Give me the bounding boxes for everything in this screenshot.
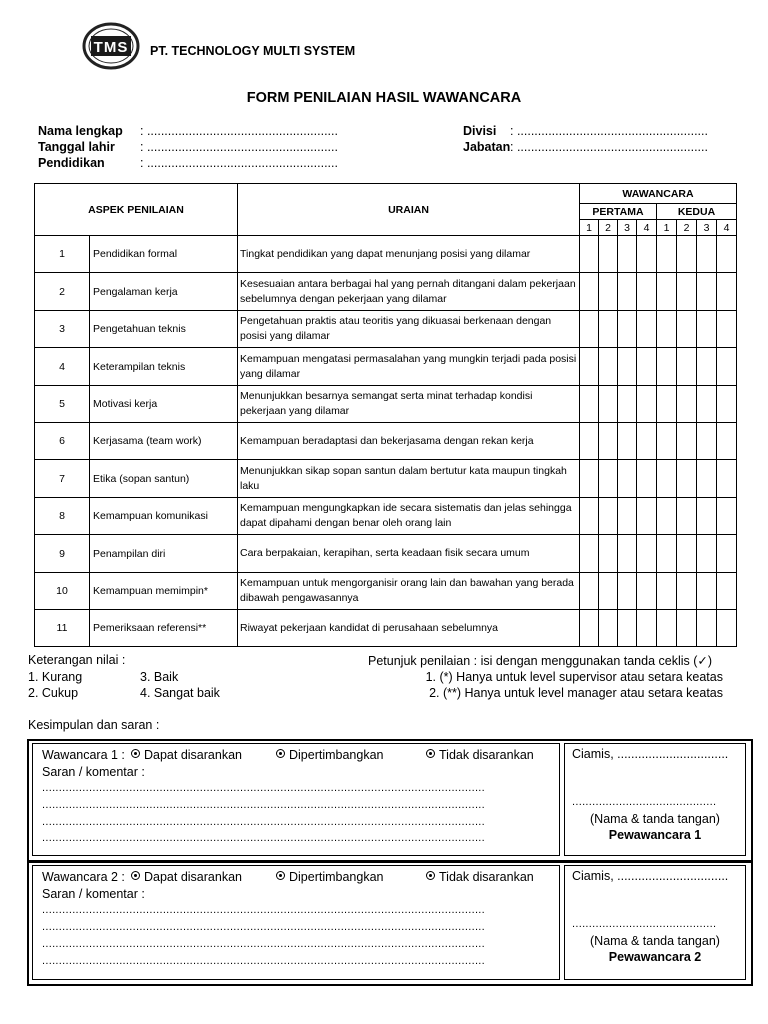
wawancara-2-opt-tidak[interactable]: Tidak disarankan	[426, 870, 534, 884]
score-cell[interactable]	[697, 610, 717, 647]
score-cell[interactable]	[697, 348, 717, 386]
row-uraian: Menunjukkan besarnya semangat serta minat terhadap kondisi pekerjaan yang dilamar	[238, 386, 580, 423]
row-aspek: Pemeriksaan referensi**	[90, 610, 238, 647]
row-aspek: Pengetahuan teknis	[90, 311, 238, 348]
score-cell[interactable]	[657, 498, 677, 535]
row-aspek: Pendidikan formal	[90, 236, 238, 273]
score-cell[interactable]	[677, 423, 697, 460]
row-uraian: Kemampuan beradaptasi dan bekerjasama dengan rekan kerja	[238, 423, 580, 460]
score-cell[interactable]	[677, 573, 697, 610]
row-uraian: Kemampuan untuk mengorganisir orang lain dan bawahan yang berada dibawah pengawasannya	[238, 573, 580, 610]
pewawancara-2: Pewawancara 2	[608, 950, 702, 964]
table-row	[35, 423, 737, 460]
score-cell[interactable]	[677, 311, 697, 348]
score-cell[interactable]	[717, 610, 737, 647]
score-cell[interactable]	[599, 311, 618, 348]
row-aspek: Kerjasama (team work)	[90, 423, 238, 460]
comment-line[interactable]: ....................................................................................................................................	[42, 782, 486, 794]
row-aspek: Penampilan diri	[90, 535, 238, 573]
score-cell[interactable]	[717, 573, 737, 610]
score-cell[interactable]	[717, 498, 737, 535]
row-uraian: Kesesuaian antara berbagai hal yang pernah ditangani dalam pekerjaan sebelumnya dengan pekerjaan yang dilamar	[238, 273, 580, 311]
score-cell[interactable]	[657, 348, 677, 386]
row-uraian: Cara berpakaian, kerapihan, serta keadaan fisik secara umum	[238, 535, 580, 573]
score-cell[interactable]	[657, 386, 677, 423]
score-cell[interactable]	[637, 348, 657, 386]
radio-icon	[131, 749, 140, 758]
comment-line[interactable]: ....................................................................................................................................	[42, 816, 486, 828]
score-cell[interactable]	[717, 348, 737, 386]
score-cell[interactable]	[599, 423, 618, 460]
jabatan-label: Jabatan	[463, 140, 511, 154]
score-cell[interactable]	[657, 460, 677, 498]
petunjuk-2: 2. (**) Hanya untuk level manager atau setara keatas	[429, 686, 723, 700]
score-header: 2	[599, 220, 618, 236]
score-cell[interactable]	[599, 386, 618, 423]
table-row	[35, 460, 737, 498]
score-header: 3	[618, 220, 637, 236]
score-cell[interactable]	[618, 535, 637, 573]
wawancara-1-label: Wawancara 1 :	[42, 748, 125, 762]
radio-icon	[276, 749, 285, 758]
row-number: 1	[35, 236, 90, 273]
score-cell[interactable]	[580, 610, 599, 647]
row-aspek: Motivasi kerja	[90, 386, 238, 423]
row-uraian: Riwayat pekerjaan kandidat di perusahaan sebelumnya	[238, 610, 580, 647]
wawancara-2-saran: Saran / komentar :	[42, 887, 145, 901]
score-cell[interactable]	[618, 610, 637, 647]
row-aspek: Kemampuan memimpin*	[90, 573, 238, 610]
score-cell[interactable]	[657, 273, 677, 311]
score-cell[interactable]	[717, 535, 737, 573]
comment-line[interactable]: ....................................................................................................................................	[42, 955, 486, 967]
score-cell[interactable]	[580, 348, 599, 386]
score-cell[interactable]	[697, 460, 717, 498]
wawancara-1-place: Ciamis, ................................	[572, 747, 729, 761]
score-cell[interactable]	[599, 273, 618, 311]
score-cell[interactable]	[717, 386, 737, 423]
score-cell[interactable]	[580, 460, 599, 498]
wawancara-1-opt-dapat[interactable]: Dapat disarankan	[131, 748, 242, 762]
tanggal-label: Tanggal lahir	[38, 140, 115, 154]
pewawancara-1: Pewawancara 1	[608, 828, 702, 842]
petunjuk-text: Petunjuk penilaian : isi dengan menggunakan tanda ceklis (✓)	[368, 654, 713, 668]
row-aspek: Pengalaman kerja	[90, 273, 238, 311]
score-cell[interactable]	[637, 236, 657, 273]
score-cell[interactable]	[697, 498, 717, 535]
row-uraian: Tingkat pendidikan yang dapat menunjang posisi yang dilamar	[238, 236, 580, 273]
wawancara-2-place: Ciamis, ................................	[572, 869, 729, 883]
row-aspek: Kemampuan komunikasi	[90, 498, 238, 535]
score-cell[interactable]	[637, 535, 657, 573]
score-cell[interactable]	[697, 236, 717, 273]
score-cell[interactable]	[717, 273, 737, 311]
keterangan-1: 1. Kurang	[28, 670, 83, 684]
score-cell[interactable]	[580, 273, 599, 311]
nama-ttd-1: (Nama & tanda tangan)	[590, 812, 720, 826]
score-cell[interactable]	[657, 311, 677, 348]
score-cell[interactable]	[637, 386, 657, 423]
keterangan-3: 3. Baik	[140, 670, 179, 684]
assessment-table	[34, 183, 737, 647]
comment-line[interactable]: ....................................................................................................................................	[42, 938, 486, 950]
score-cell[interactable]	[599, 236, 618, 273]
row-aspek: Etika (sopan santun)	[90, 460, 238, 498]
score-cell[interactable]	[637, 311, 657, 348]
nama-label: Nama lengkap	[38, 124, 123, 138]
score-cell[interactable]	[618, 273, 637, 311]
pendidikan-label: Pendidikan	[38, 156, 105, 170]
score-cell[interactable]	[599, 573, 618, 610]
wawancara-2-opt-pertimbangkan[interactable]: Dipertimbangkan	[276, 870, 384, 884]
score-cell[interactable]	[618, 423, 637, 460]
score-cell[interactable]	[637, 498, 657, 535]
score-cell[interactable]	[618, 236, 637, 273]
score-cell[interactable]	[637, 423, 657, 460]
score-cell[interactable]	[580, 311, 599, 348]
keterangan-2: 2. Cukup	[28, 686, 79, 700]
page-title: FORM PENILAIAN HASIL WAWANCARA	[246, 90, 522, 106]
tanggal-field[interactable]: : .......................................................	[140, 140, 338, 154]
table-row	[35, 386, 737, 423]
comment-line[interactable]: ....................................................................................................................................	[42, 921, 486, 933]
table-row	[35, 348, 737, 386]
score-cell[interactable]	[599, 498, 618, 535]
score-cell[interactable]	[717, 236, 737, 273]
row-number: 6	[35, 423, 90, 460]
score-cell[interactable]	[599, 460, 618, 498]
wawancara-2-label: Wawancara 2 :	[42, 870, 125, 884]
score-cell[interactable]	[580, 535, 599, 573]
score-header: 2	[677, 220, 697, 236]
nama-field[interactable]: : .......................................................	[140, 124, 338, 138]
score-cell[interactable]	[580, 386, 599, 423]
score-cell[interactable]	[618, 348, 637, 386]
row-number: 5	[35, 386, 90, 423]
radio-icon	[276, 871, 285, 880]
score-cell[interactable]	[717, 423, 737, 460]
score-cell[interactable]	[637, 273, 657, 311]
score-header: 3	[697, 220, 717, 236]
score-cell[interactable]	[580, 573, 599, 610]
jabatan-field[interactable]: : .......................................................	[510, 140, 708, 154]
row-number: 4	[35, 348, 90, 386]
score-cell[interactable]	[657, 535, 677, 573]
score-cell[interactable]	[697, 535, 717, 573]
table-row	[35, 273, 737, 311]
signature-line[interactable]: ...........................................	[572, 796, 717, 808]
wawancara-1-opt-pertimbangkan[interactable]: Dipertimbangkan	[276, 748, 384, 762]
table-row	[35, 573, 737, 610]
score-cell[interactable]	[580, 236, 599, 273]
row-number: 10	[35, 573, 90, 610]
score-cell[interactable]	[697, 386, 717, 423]
score-header: 1	[657, 220, 677, 236]
divisi-field[interactable]: : .......................................................	[510, 124, 708, 138]
header-aspek: ASPEK PENILAIAN	[35, 184, 238, 236]
row-number: 9	[35, 535, 90, 573]
comment-line[interactable]: ....................................................................................................................................	[42, 799, 486, 811]
score-cell[interactable]	[618, 386, 637, 423]
divisi-label: Divisi	[463, 124, 497, 138]
wawancara-1-saran: Saran / komentar :	[42, 765, 145, 779]
table-row	[35, 236, 737, 273]
row-number: 8	[35, 498, 90, 535]
score-header: 4	[637, 220, 657, 236]
score-cell[interactable]	[637, 610, 657, 647]
score-cell[interactable]	[599, 535, 618, 573]
header-pertama: PERTAMA	[580, 204, 657, 220]
row-uraian: Menunjukkan sikap sopan santun dalam bertutur kata maupun tingkah laku	[238, 460, 580, 498]
score-cell[interactable]	[618, 460, 637, 498]
row-number: 3	[35, 311, 90, 348]
score-cell[interactable]	[697, 423, 717, 460]
keterangan-title: Keterangan nilai :	[28, 653, 126, 667]
score-header: 4	[717, 220, 737, 236]
row-aspek: Keterampilan teknis	[90, 348, 238, 386]
score-cell[interactable]	[580, 498, 599, 535]
nama-ttd-2: (Nama & tanda tangan)	[590, 934, 720, 948]
pendidikan-field[interactable]: : .......................................................	[140, 156, 338, 170]
score-cell[interactable]	[618, 498, 637, 535]
score-cell[interactable]	[599, 610, 618, 647]
row-uraian: Kemampuan mengungkapkan ide secara sistematis dan jelas sehingga dapat dipahami dengan benar oleh orang lain	[238, 498, 580, 535]
score-cell[interactable]	[618, 573, 637, 610]
score-cell[interactable]	[677, 236, 697, 273]
row-number: 7	[35, 460, 90, 498]
score-cell[interactable]	[657, 423, 677, 460]
score-cell[interactable]	[717, 311, 737, 348]
signature-line[interactable]: ...........................................	[572, 918, 717, 930]
radio-icon	[426, 749, 435, 758]
score-cell[interactable]	[657, 610, 677, 647]
score-cell[interactable]	[697, 311, 717, 348]
score-cell[interactable]	[618, 311, 637, 348]
score-cell[interactable]	[580, 423, 599, 460]
score-cell[interactable]	[677, 498, 697, 535]
company-logo	[82, 22, 140, 70]
company-name: PT. TECHNOLOGY MULTI SYSTEM	[150, 44, 356, 58]
score-cell[interactable]	[677, 610, 697, 647]
kesimpulan-title: Kesimpulan dan saran :	[28, 718, 160, 732]
score-cell[interactable]	[717, 460, 737, 498]
header-wawancara: WAWANCARA	[580, 184, 737, 204]
radio-icon	[426, 871, 435, 880]
score-cell[interactable]	[599, 348, 618, 386]
row-number: 2	[35, 273, 90, 311]
score-cell[interactable]	[697, 573, 717, 610]
score-cell[interactable]	[637, 460, 657, 498]
score-cell[interactable]	[657, 573, 677, 610]
score-cell[interactable]	[677, 535, 697, 573]
table-row	[35, 498, 737, 535]
header-kedua: KEDUA	[657, 204, 737, 220]
wawancara-1-opt-tidak[interactable]: Tidak disarankan	[426, 748, 534, 762]
score-cell[interactable]	[677, 386, 697, 423]
table-row	[35, 610, 737, 647]
comment-line[interactable]: ....................................................................................................................................	[42, 904, 486, 916]
score-cell[interactable]	[697, 273, 717, 311]
petunjuk-1: 1. (*) Hanya untuk level supervisor atau setara keatas	[425, 670, 723, 684]
logo-text: TMS	[93, 39, 129, 56]
radio-icon	[131, 871, 140, 880]
score-cell[interactable]	[677, 460, 697, 498]
score-cell[interactable]	[657, 236, 677, 273]
row-uraian: Kemampuan mengatasi permasalahan yang mungkin terjadi pada posisi yang dilamar	[238, 348, 580, 386]
comment-line[interactable]: ....................................................................................................................................	[42, 832, 486, 844]
score-cell[interactable]	[637, 573, 657, 610]
row-uraian: Pengetahuan praktis atau teoritis yang dikuasai berkenaan dengan posisi yang dilamar	[238, 311, 580, 348]
score-header: 1	[580, 220, 599, 236]
keterangan-4: 4. Sangat baik	[140, 686, 220, 700]
table-row	[35, 311, 737, 348]
table-row	[35, 535, 737, 573]
score-cell[interactable]	[677, 348, 697, 386]
row-number: 11	[35, 610, 90, 647]
header-uraian: URAIAN	[238, 184, 580, 236]
wawancara-2-opt-dapat[interactable]: Dapat disarankan	[131, 870, 242, 884]
score-cell[interactable]	[677, 273, 697, 311]
